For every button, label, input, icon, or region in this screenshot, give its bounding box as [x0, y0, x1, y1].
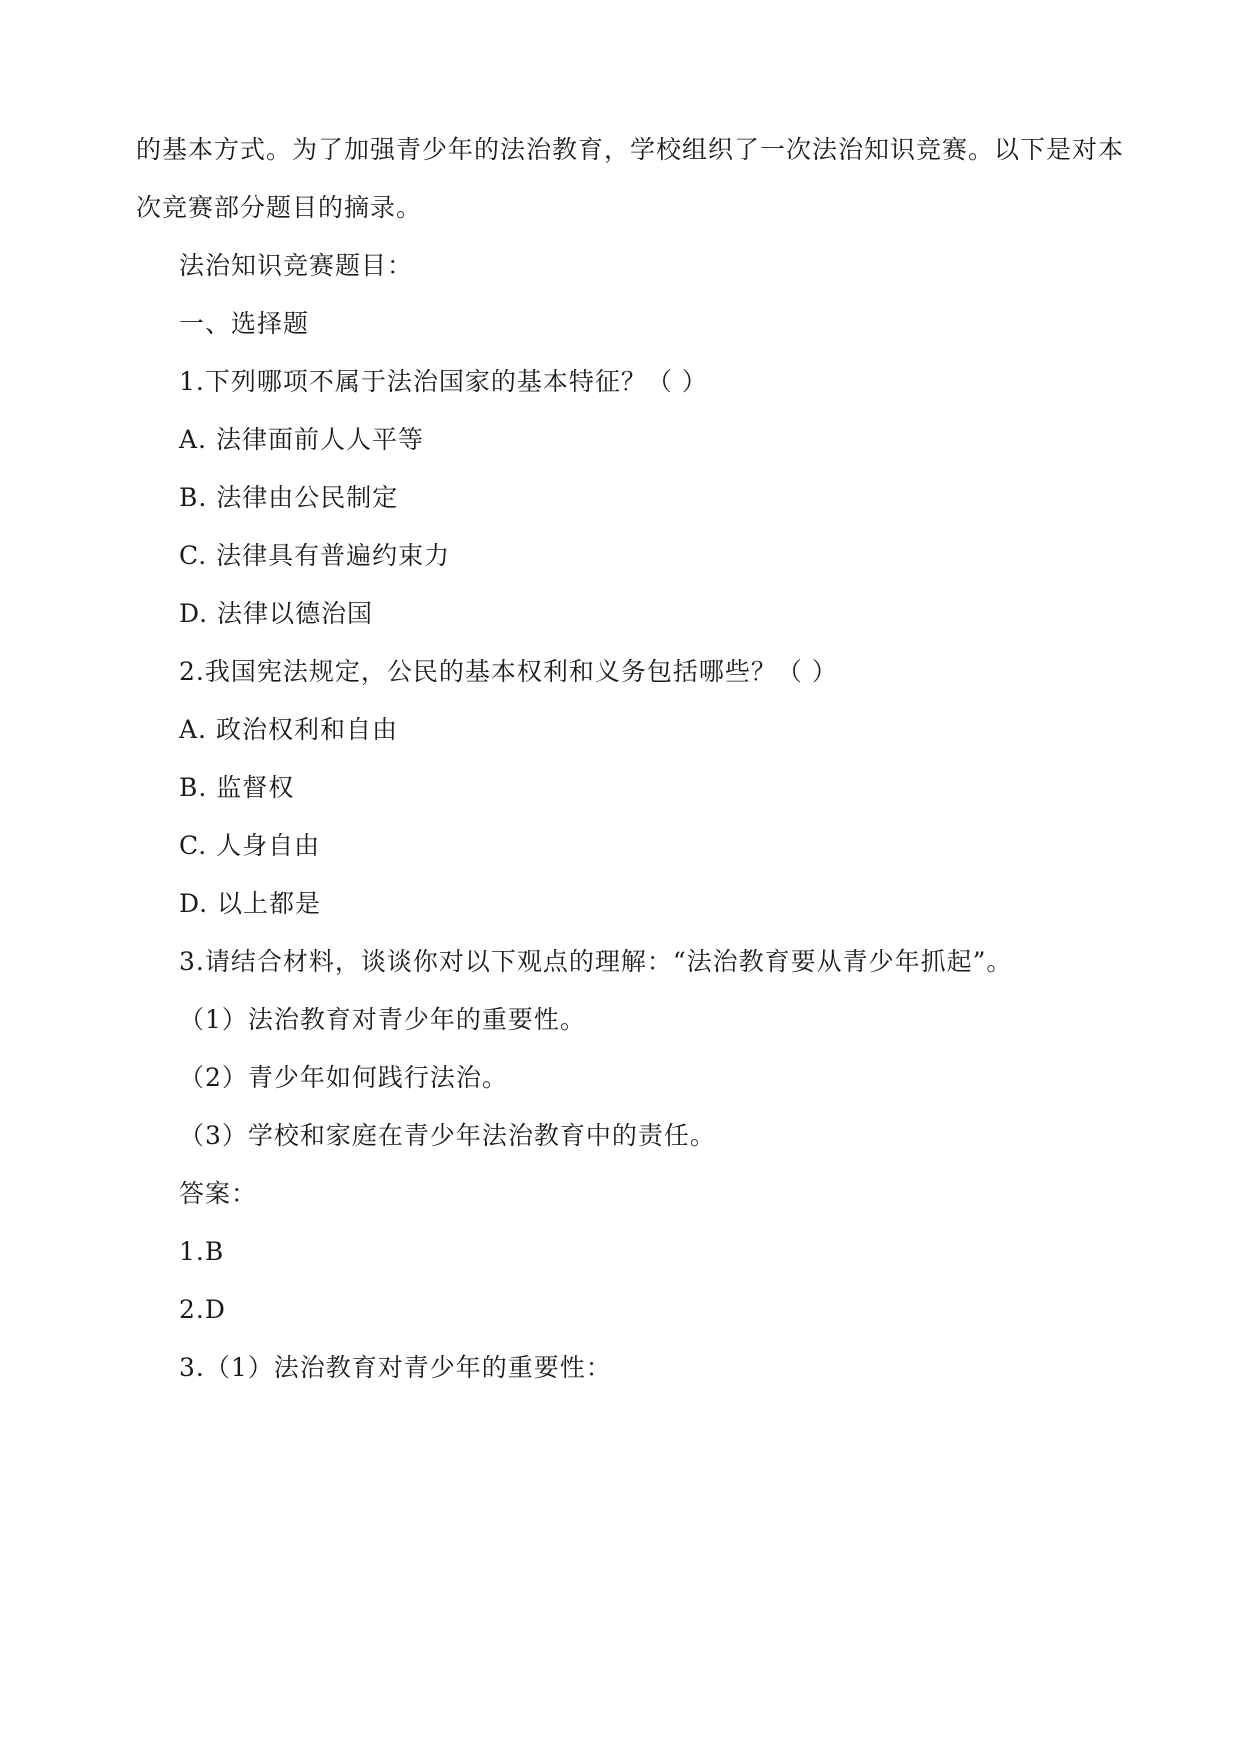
question-option: D. 以上都是 — [179, 889, 322, 918]
question-option: B. 法律由公民制定 — [179, 483, 399, 512]
question-stem: 1.下列哪项不属于法治国家的基本特征？（ ） — [179, 367, 708, 396]
sub-question: （3）学校和家庭在青少年法治教育中的责任。 — [179, 1121, 716, 1150]
question-option: C. 法律具有普遍约束力 — [179, 541, 451, 570]
question-stem: 2.我国宪法规定，公民的基本权利和义务包括哪些？（ ） — [179, 657, 838, 686]
part-title: 一、选择题 — [179, 309, 310, 338]
question-option: A. 政治权利和自由 — [179, 715, 398, 744]
question-option: B. 监督权 — [179, 773, 295, 802]
sub-question: （1）法治教育对青少年的重要性。 — [179, 1005, 586, 1034]
sub-question: （2）青少年如何践行法治。 — [179, 1063, 508, 1092]
section-title: 法治知识竞赛题目： — [179, 251, 414, 280]
answer-item: 3.（1）法治教育对青少年的重要性： — [179, 1353, 612, 1382]
answer-item: 1.B — [179, 1237, 225, 1266]
question-option: C. 人身自由 — [179, 831, 321, 860]
intro-line: 次竞赛部分题目的摘录。 — [136, 193, 423, 222]
answer-item: 2.D — [179, 1295, 226, 1324]
question-option: D. 法律以德治国 — [179, 599, 374, 628]
question-option: A. 法律面前人人平等 — [179, 425, 424, 454]
answers-title: 答案： — [179, 1179, 258, 1208]
intro-line: 的基本方式。为了加强青少年的法治教育，学校组织了一次法治知识竞赛。以下是对本 — [136, 135, 1125, 164]
question-stem: 3.请结合材料，谈谈你对以下观点的理解：“法治教育要从青少年抓起”。 — [179, 947, 1013, 976]
